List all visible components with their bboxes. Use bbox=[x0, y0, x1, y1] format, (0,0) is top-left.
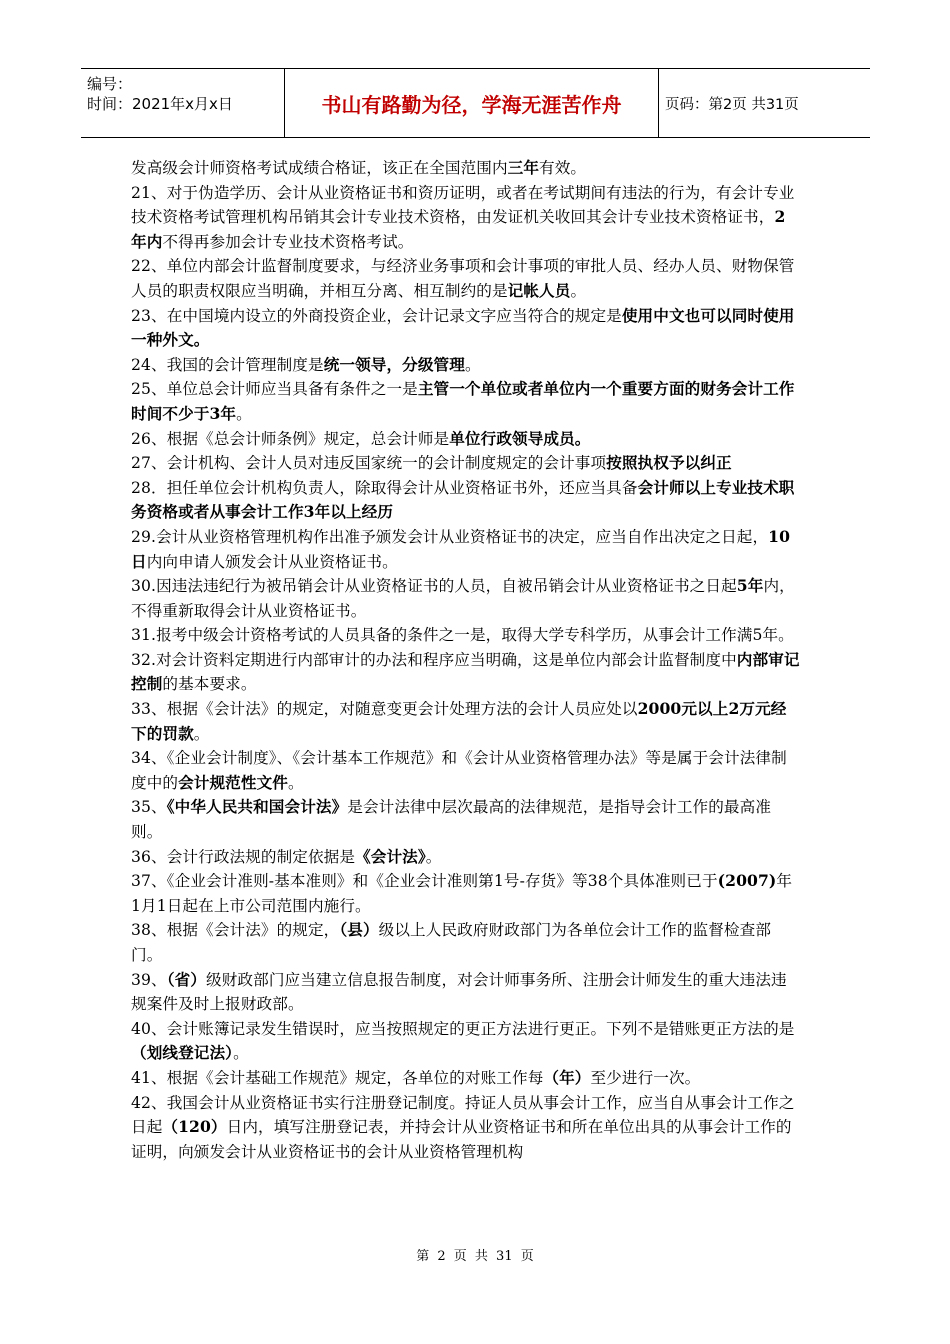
question-text: 36、会计行政法规的制定依据是 bbox=[131, 847, 356, 866]
question-text: 发高级会计师资格考试成绩合格证，该正在全国范围内 bbox=[131, 159, 508, 177]
question-paragraph-p38 bbox=[131, 918, 801, 967]
question-text: 有效。 bbox=[539, 159, 587, 177]
answer-text: 内部审记控制 bbox=[131, 649, 800, 694]
question-text: 年1月1日起在上市公司范围内施行。 bbox=[131, 872, 793, 915]
question-text: 35、 bbox=[131, 798, 167, 817]
question-paragraph-p34 bbox=[131, 746, 801, 795]
question-text: 28．担任单位会计机构负责人，除取得会计从业资格证书外，还应当具备 bbox=[131, 478, 638, 497]
question-paragraph-p28 bbox=[131, 476, 801, 525]
answer-text: 10日 bbox=[131, 526, 791, 571]
header-motto: 书山有路勤为径，学海无涯苦作舟 bbox=[285, 69, 659, 137]
answer-text: 按照执权予以纠正 bbox=[606, 453, 732, 473]
question-text: 是会计法律中层次最高的法律规范，是指导会计工作的最高准则。 bbox=[131, 798, 772, 842]
answer-text: 2000元以上2万元经下的罚款 bbox=[131, 699, 787, 743]
question-text: 。 bbox=[287, 773, 304, 792]
question-paragraph-p36 bbox=[131, 845, 801, 870]
answer-text: 《会计法》 bbox=[355, 846, 426, 866]
question-text: 23、在中国境内设立的外商投资企业，会计记录文字应当符合的规定是 bbox=[131, 306, 622, 325]
question-paragraph-p24 bbox=[131, 353, 801, 378]
question-text: 32.对会计资料定期进行内部审计的办法和程序应当明确，这是单位内部会计监督制度中 bbox=[131, 650, 737, 669]
question-paragraph-p33 bbox=[131, 697, 801, 746]
answer-text: 使用中文也可以同时使用一种外文。 bbox=[131, 305, 795, 350]
question-text: 。 bbox=[425, 847, 442, 866]
answer-text: （省） bbox=[166, 969, 207, 989]
answer-text: 2年内 bbox=[131, 207, 786, 251]
answer-text: 三年 bbox=[507, 158, 540, 177]
question-paragraph-p31 bbox=[131, 623, 801, 648]
answer-text: 5年 bbox=[736, 576, 764, 596]
question-text: 30.因违法违纪行为被吊销会计从业资格证书的人员，自被吊销会计从业资格证书之日起 bbox=[131, 577, 737, 596]
question-text: 38、根据《会计法》的规定， bbox=[131, 921, 340, 940]
answer-text: (2007) bbox=[717, 871, 777, 891]
question-text: 21、对于伪造学历、会计从业资格证书和资历证明，或者在考试期间有违法的行为，有会计专业技术资格考试管理机构吊销其会计专业技术资格，由发证机关收回其会计专业技术资格证书， bbox=[131, 183, 795, 227]
question-text: 29.会计从业资格管理机构作出准予颁发会计从业资格证书的决定，应当自作出决定之日起， bbox=[131, 527, 769, 546]
question-paragraph-p39 bbox=[131, 968, 801, 1017]
question-paragraph-p21 bbox=[131, 181, 801, 255]
answer-text: 单位行政领导成员。 bbox=[449, 428, 591, 448]
question-text: 级以上人民政府财政部门为各单位会计工作的监督检查部门。 bbox=[131, 921, 772, 964]
question-paragraph-p26 bbox=[131, 427, 801, 452]
question-text: 25、单位总会计师应当具备有条件之一是 bbox=[131, 380, 418, 399]
page-footer: 第 2 页 共 31 页 bbox=[416, 1249, 534, 1264]
question-paragraph-p37 bbox=[131, 869, 801, 918]
answer-text: 记帐人员 bbox=[507, 280, 571, 300]
question-text: 日内，填写注册登记表，并持会计从业资格证书和所在单位出具的从事会计工作的证明，向颁发会计从业资格证书的会计从业资格管理机构 bbox=[131, 1118, 792, 1161]
question-text: 27、会计机构、会计人员对违反国家统一的会计制度规定的会计事项 bbox=[131, 454, 607, 473]
question-text: 41、根据《会计基础工作规范》规定，各单位的对账工作每 bbox=[131, 1068, 544, 1087]
question-text: 。 bbox=[464, 355, 481, 374]
question-text: 33、根据《会计法》的规定，对随意变更会计处理方法的会计人员应处以 bbox=[131, 700, 638, 719]
header-page-number: 页码：第2页 共31页 bbox=[665, 96, 799, 113]
answer-text: 主管一个单位或者单位内一个重要方面的财务会计工作时间不少于3年 bbox=[131, 379, 795, 423]
question-paragraph-p30 bbox=[131, 574, 801, 623]
question-text: 31.报考中级会计资格考试的人员具备的条件之一是，取得大学专科学历，从事会计工作满5年。 bbox=[131, 626, 794, 645]
answer-text: （划线登记法） bbox=[131, 1043, 234, 1063]
question-text: 。 bbox=[570, 281, 587, 300]
question-paragraph-p22 bbox=[131, 254, 801, 303]
question-paragraph-p25 bbox=[131, 377, 801, 426]
question-text: 24、我国的会计管理制度是 bbox=[131, 355, 324, 374]
header-number: 编号： bbox=[87, 75, 133, 93]
question-text: 的基本要求。 bbox=[162, 675, 257, 694]
question-text: 。 bbox=[236, 404, 252, 423]
answer-text: 会计师以上专业技术职务资格或者从事会计工作3年以上经历 bbox=[131, 477, 795, 522]
question-text: 不得再参加会计专业技术资格考试。 bbox=[162, 232, 414, 251]
answer-text: 统一领导，分级管理 bbox=[323, 354, 465, 374]
answer-text: （县） bbox=[339, 920, 379, 940]
question-paragraph-p41 bbox=[131, 1066, 801, 1091]
answer-text: （120） bbox=[162, 1117, 227, 1137]
question-text: 39、 bbox=[131, 970, 167, 989]
question-text: 40、会计账簿记录发生错误时，应当按照规定的更正方法进行更正。下列不是错账更正方法的是 bbox=[131, 1019, 795, 1038]
question-text: 34、《企业会计制度》、《会计基本工作规范》和《会计从业资格管理办法》等是属于会计法律制度中的 bbox=[131, 749, 787, 792]
question-paragraph-p42 bbox=[131, 1091, 801, 1165]
question-text: 37、《企业会计准则-基本准则》和《企业会计准则第1号-存货》等38个具体准则已于 bbox=[131, 872, 718, 891]
question-paragraph-p35 bbox=[131, 795, 801, 844]
header-meta bbox=[81, 69, 285, 137]
answer-text: 会计规范性文件 bbox=[178, 772, 288, 792]
question-paragraph-p29 bbox=[131, 525, 801, 574]
question-paragraph-p0 bbox=[131, 156, 801, 181]
page-header bbox=[81, 68, 870, 138]
question-text: 至少进行一次。 bbox=[590, 1068, 701, 1087]
document-body bbox=[131, 156, 801, 1164]
question-paragraph-p27 bbox=[131, 451, 801, 476]
answer-text: 《中华人民共和国会计法》 bbox=[166, 797, 348, 817]
question-text: 22、单位内部会计监督制度要求，与经济业务事项和会计事项的审批人员、经办人员、财物保管人员的职责权限应当明确，并相互分离、相互制约的是 bbox=[131, 257, 795, 300]
question-text: 内向申请人颁发会计从业资格证书。 bbox=[146, 552, 398, 571]
question-paragraph-p40 bbox=[131, 1017, 801, 1066]
question-text: 内，不得重新取得会计从业资格证书。 bbox=[131, 577, 795, 620]
question-paragraph-p23 bbox=[131, 304, 801, 353]
question-text: 。 bbox=[193, 724, 210, 743]
answer-text: （年） bbox=[543, 1067, 591, 1087]
question-text: 26、根据《总会计师条例》规定，总会计师是 bbox=[131, 429, 450, 448]
header-time: 时间：2021年x月x日 bbox=[87, 95, 233, 113]
question-text: 42、我国会计从业资格证书实行注册登记制度。持证人员从事会计工作，应当自从事会计工作之日起 bbox=[131, 1093, 795, 1137]
question-paragraph-p32 bbox=[131, 648, 801, 697]
question-text: 。 bbox=[233, 1044, 249, 1063]
question-text: 级财政部门应当建立信息报告制度，对会计师事务所、注册会计师发生的重大违法违规案件及时上报财政部。 bbox=[131, 970, 787, 1014]
